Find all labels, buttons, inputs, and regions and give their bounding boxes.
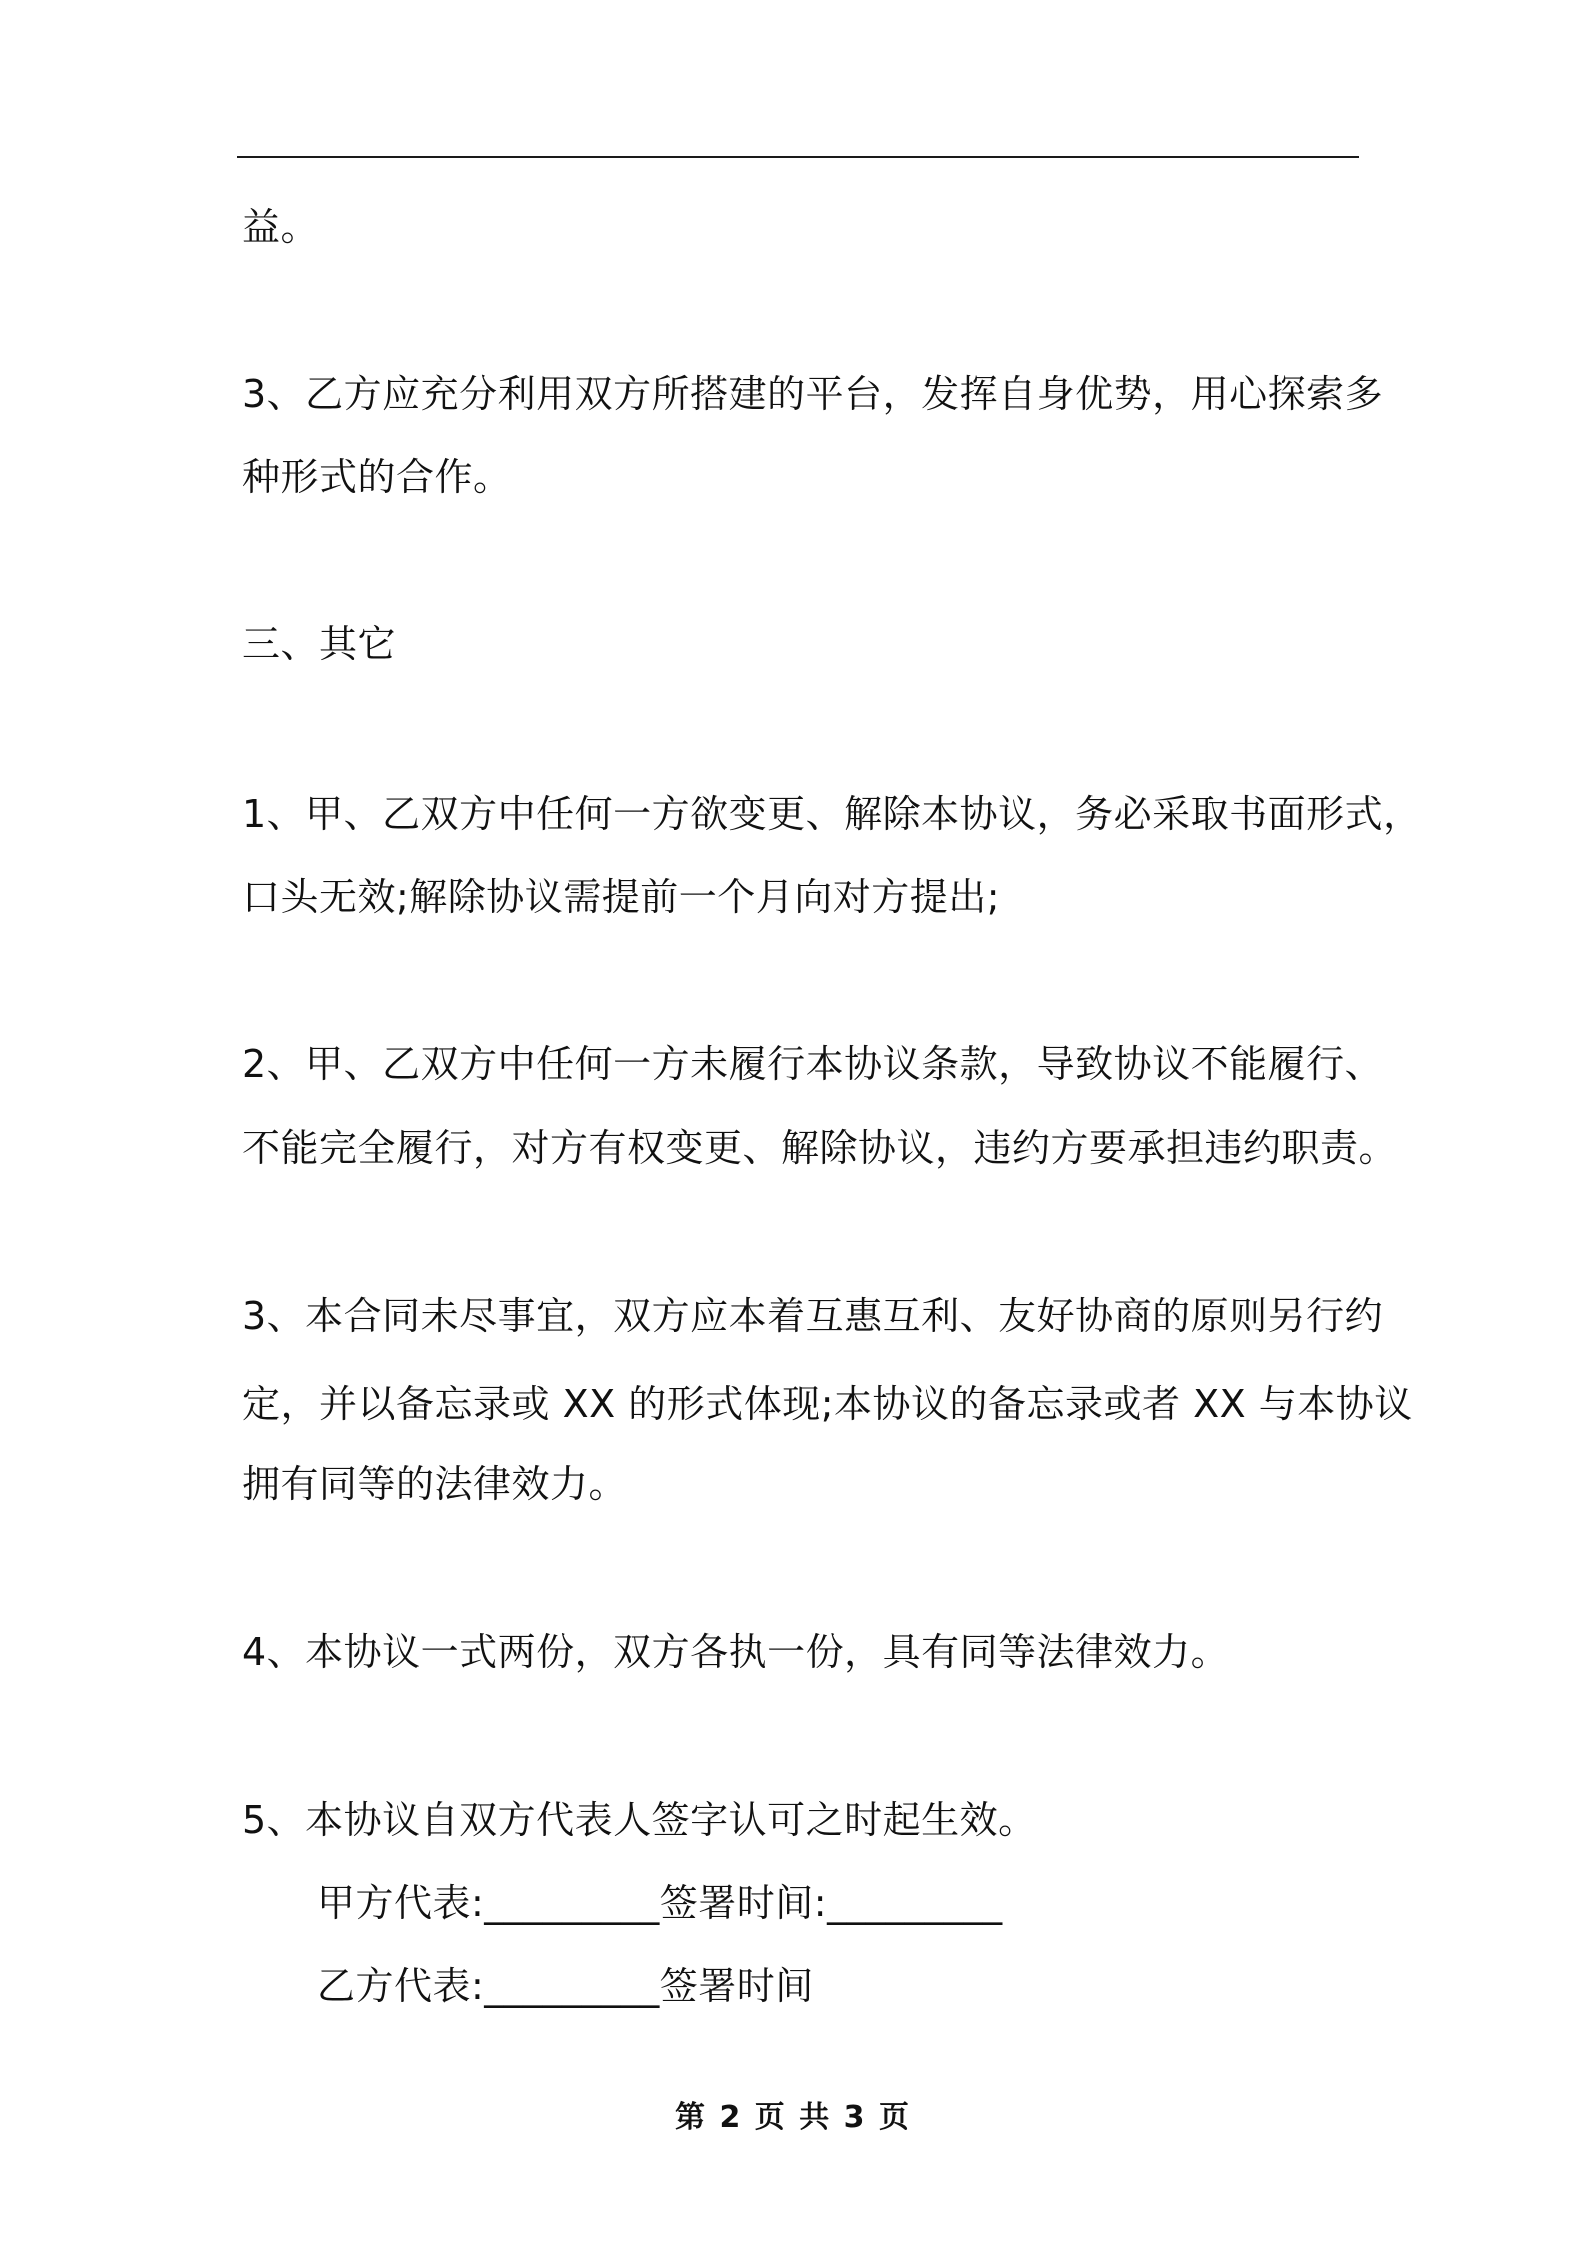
paragraph-line: 口头无效;解除协议需提前一个月向对方提出; [242, 875, 1001, 919]
paragraph-line: 定，并以备忘录或 XX 的形式体现;本协议的备忘录或者 XX 与本协议 [242, 1382, 1413, 1426]
paragraph-line: 5、本协议自双方代表人签字认可之时起生效。 [242, 1798, 1037, 1842]
signature-line-party-a: 甲方代表:_________签署时间:_________ [317, 1881, 1003, 1925]
signature-line-party-b: 乙方代表:_________签署时间 [317, 1964, 814, 2008]
paragraph-line: 4、本协议一式两份，双方各执一份，具有同等法律效力。 [242, 1630, 1230, 1674]
section-heading: 三、其它 [242, 622, 397, 666]
paragraph-line: 1、甲、乙双方中任何一方欲变更、解除本协议，务必采取书面形式， [242, 792, 1422, 836]
paragraph-line: 益。 [242, 205, 320, 249]
paragraph-line: 种形式的合作。 [242, 455, 512, 499]
header-divider [237, 156, 1359, 158]
paragraph-line: 2、甲、乙双方中任何一方未履行本协议条款，导致协议不能履行、 [242, 1042, 1384, 1086]
paragraph-line: 3、乙方应充分利用双方所搭建的平台，发挥自身优势，用心探索多 [242, 372, 1384, 416]
page-number: 第 2 页 共 3 页 [675, 2100, 911, 2135]
paragraph-line: 不能完全履行，对方有权变更、解除协议，违约方要承担违约职责。 [242, 1126, 1398, 1170]
paragraph-line: 3、本合同未尽事宜，双方应本着互惠互利、友好协商的原则另行约 [242, 1294, 1384, 1338]
paragraph-line: 拥有同等的法律效力。 [242, 1462, 628, 1506]
